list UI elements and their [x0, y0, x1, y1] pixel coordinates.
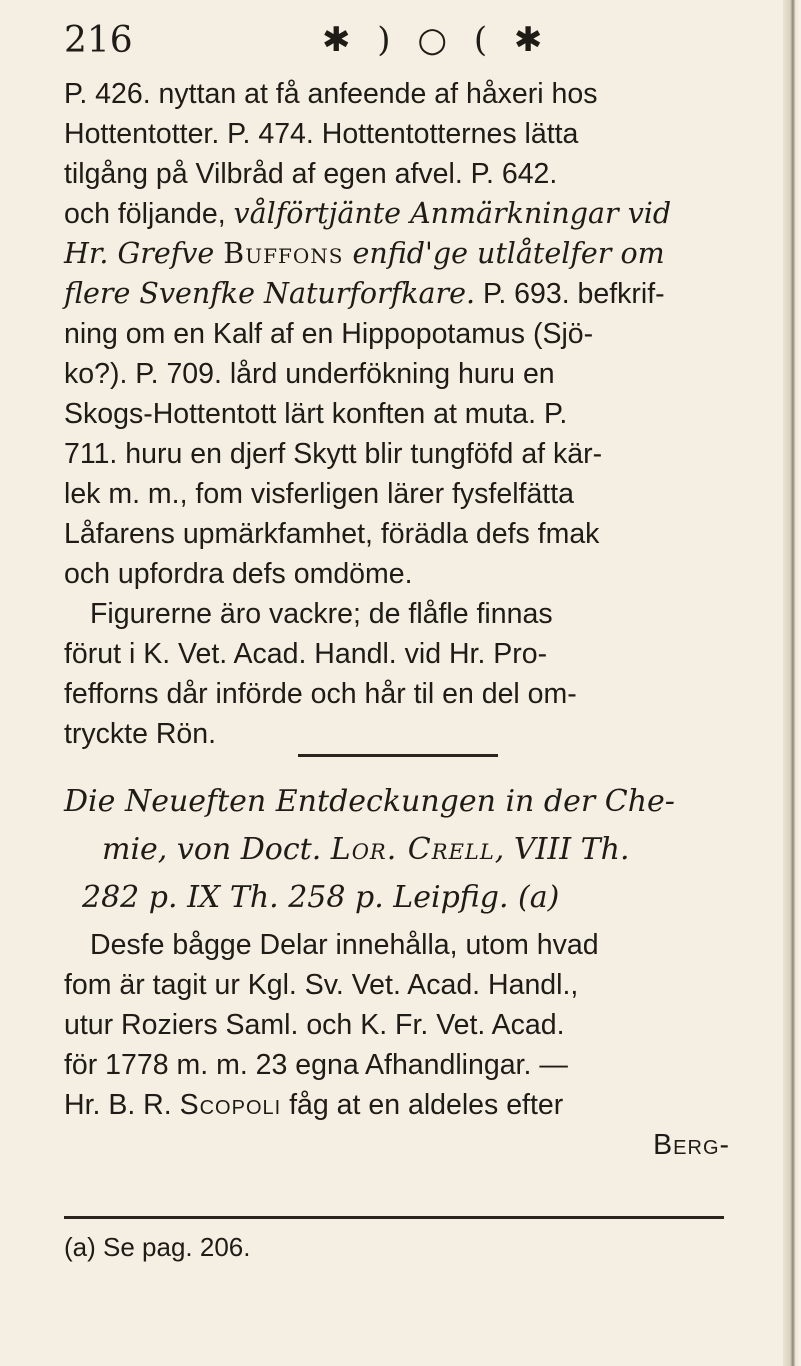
text-line: förut i K. Vet. Acad. Handl. vid Hr. Pro-	[64, 638, 548, 670]
text-line: och upfordra defs omdöme.	[64, 558, 413, 590]
text-line: Desfe bågge Delar innehålla, utom hvad	[90, 929, 599, 961]
header-ornament: ✱ ) ○ ( ✱	[322, 20, 551, 60]
text-line: och följande, vålförtjänte Anmärkningar vid	[64, 197, 672, 230]
section-divider	[298, 754, 498, 757]
paragraph-1	[64, 74, 744, 754]
text-line: ko?). P. 709. lård underfökning huru en	[64, 358, 555, 390]
title-line: 282 p. IX Th. 258 p. Leipfig. (a)	[82, 880, 560, 915]
running-header	[64, 18, 764, 66]
text-line: Hr. B. R. Scopoli fåg at en aldeles efter	[64, 1089, 564, 1121]
text-line: fefforns dår införde och hår til en del om-	[64, 678, 577, 710]
title-line: Die Neueften Entdeckungen in der Che-	[64, 784, 675, 819]
text-line: Hottentotter. P. 474. Hottentotternes lätta	[64, 118, 579, 150]
text-line: ning om en Kalf af en Hippopotamus (Sjö-	[64, 318, 594, 350]
title-line: mie, von Doct. Lor. Crell, VIII Th.	[102, 832, 630, 867]
text-line: lek m. m., fom visferligen lärer fysfelfätta	[64, 478, 574, 510]
page-edge	[783, 0, 801, 1366]
text-line: utur Roziers Saml. och K. Fr. Vet. Acad.	[64, 1009, 565, 1041]
text-line: tryckte Rön.	[64, 718, 217, 750]
text-line: 711. huru en djerf Skytt blir tungföfd af kär-	[64, 438, 603, 470]
text-line: Skogs-Hottentott lärt konften at muta. P.	[64, 398, 568, 430]
text-line: flere Svenfke Naturforfkare. P. 693. befkrif-	[64, 277, 665, 310]
footnote: (a) Se pag. 206.	[64, 1232, 251, 1262]
review-body	[64, 925, 744, 1165]
text-line: fom är tagit ur Kgl. Sv. Vet. Acad. Handl.,	[64, 969, 579, 1001]
text-line: P. 426. nyttan at få anfeende af håxeri hos	[64, 78, 598, 110]
text-line: Figurerne äro vackre; de flåfle finnas	[90, 598, 553, 630]
text-line: för 1778 m. m. 23 egna Afhandlingar. —	[64, 1049, 568, 1081]
footnote-rule	[64, 1216, 724, 1219]
catchword: Berg-	[653, 1129, 730, 1161]
text-line: Låfarens upmärkfamhet, förädla defs fmak	[64, 518, 600, 550]
review-title	[64, 778, 744, 922]
text-line: tilgång på Vilbråd af egen afvel. P. 642.	[64, 158, 558, 190]
page-number: 216	[64, 20, 133, 61]
text-line: Hr. Grefve Buffons enfid'ge utlåtelfer om	[64, 237, 665, 270]
